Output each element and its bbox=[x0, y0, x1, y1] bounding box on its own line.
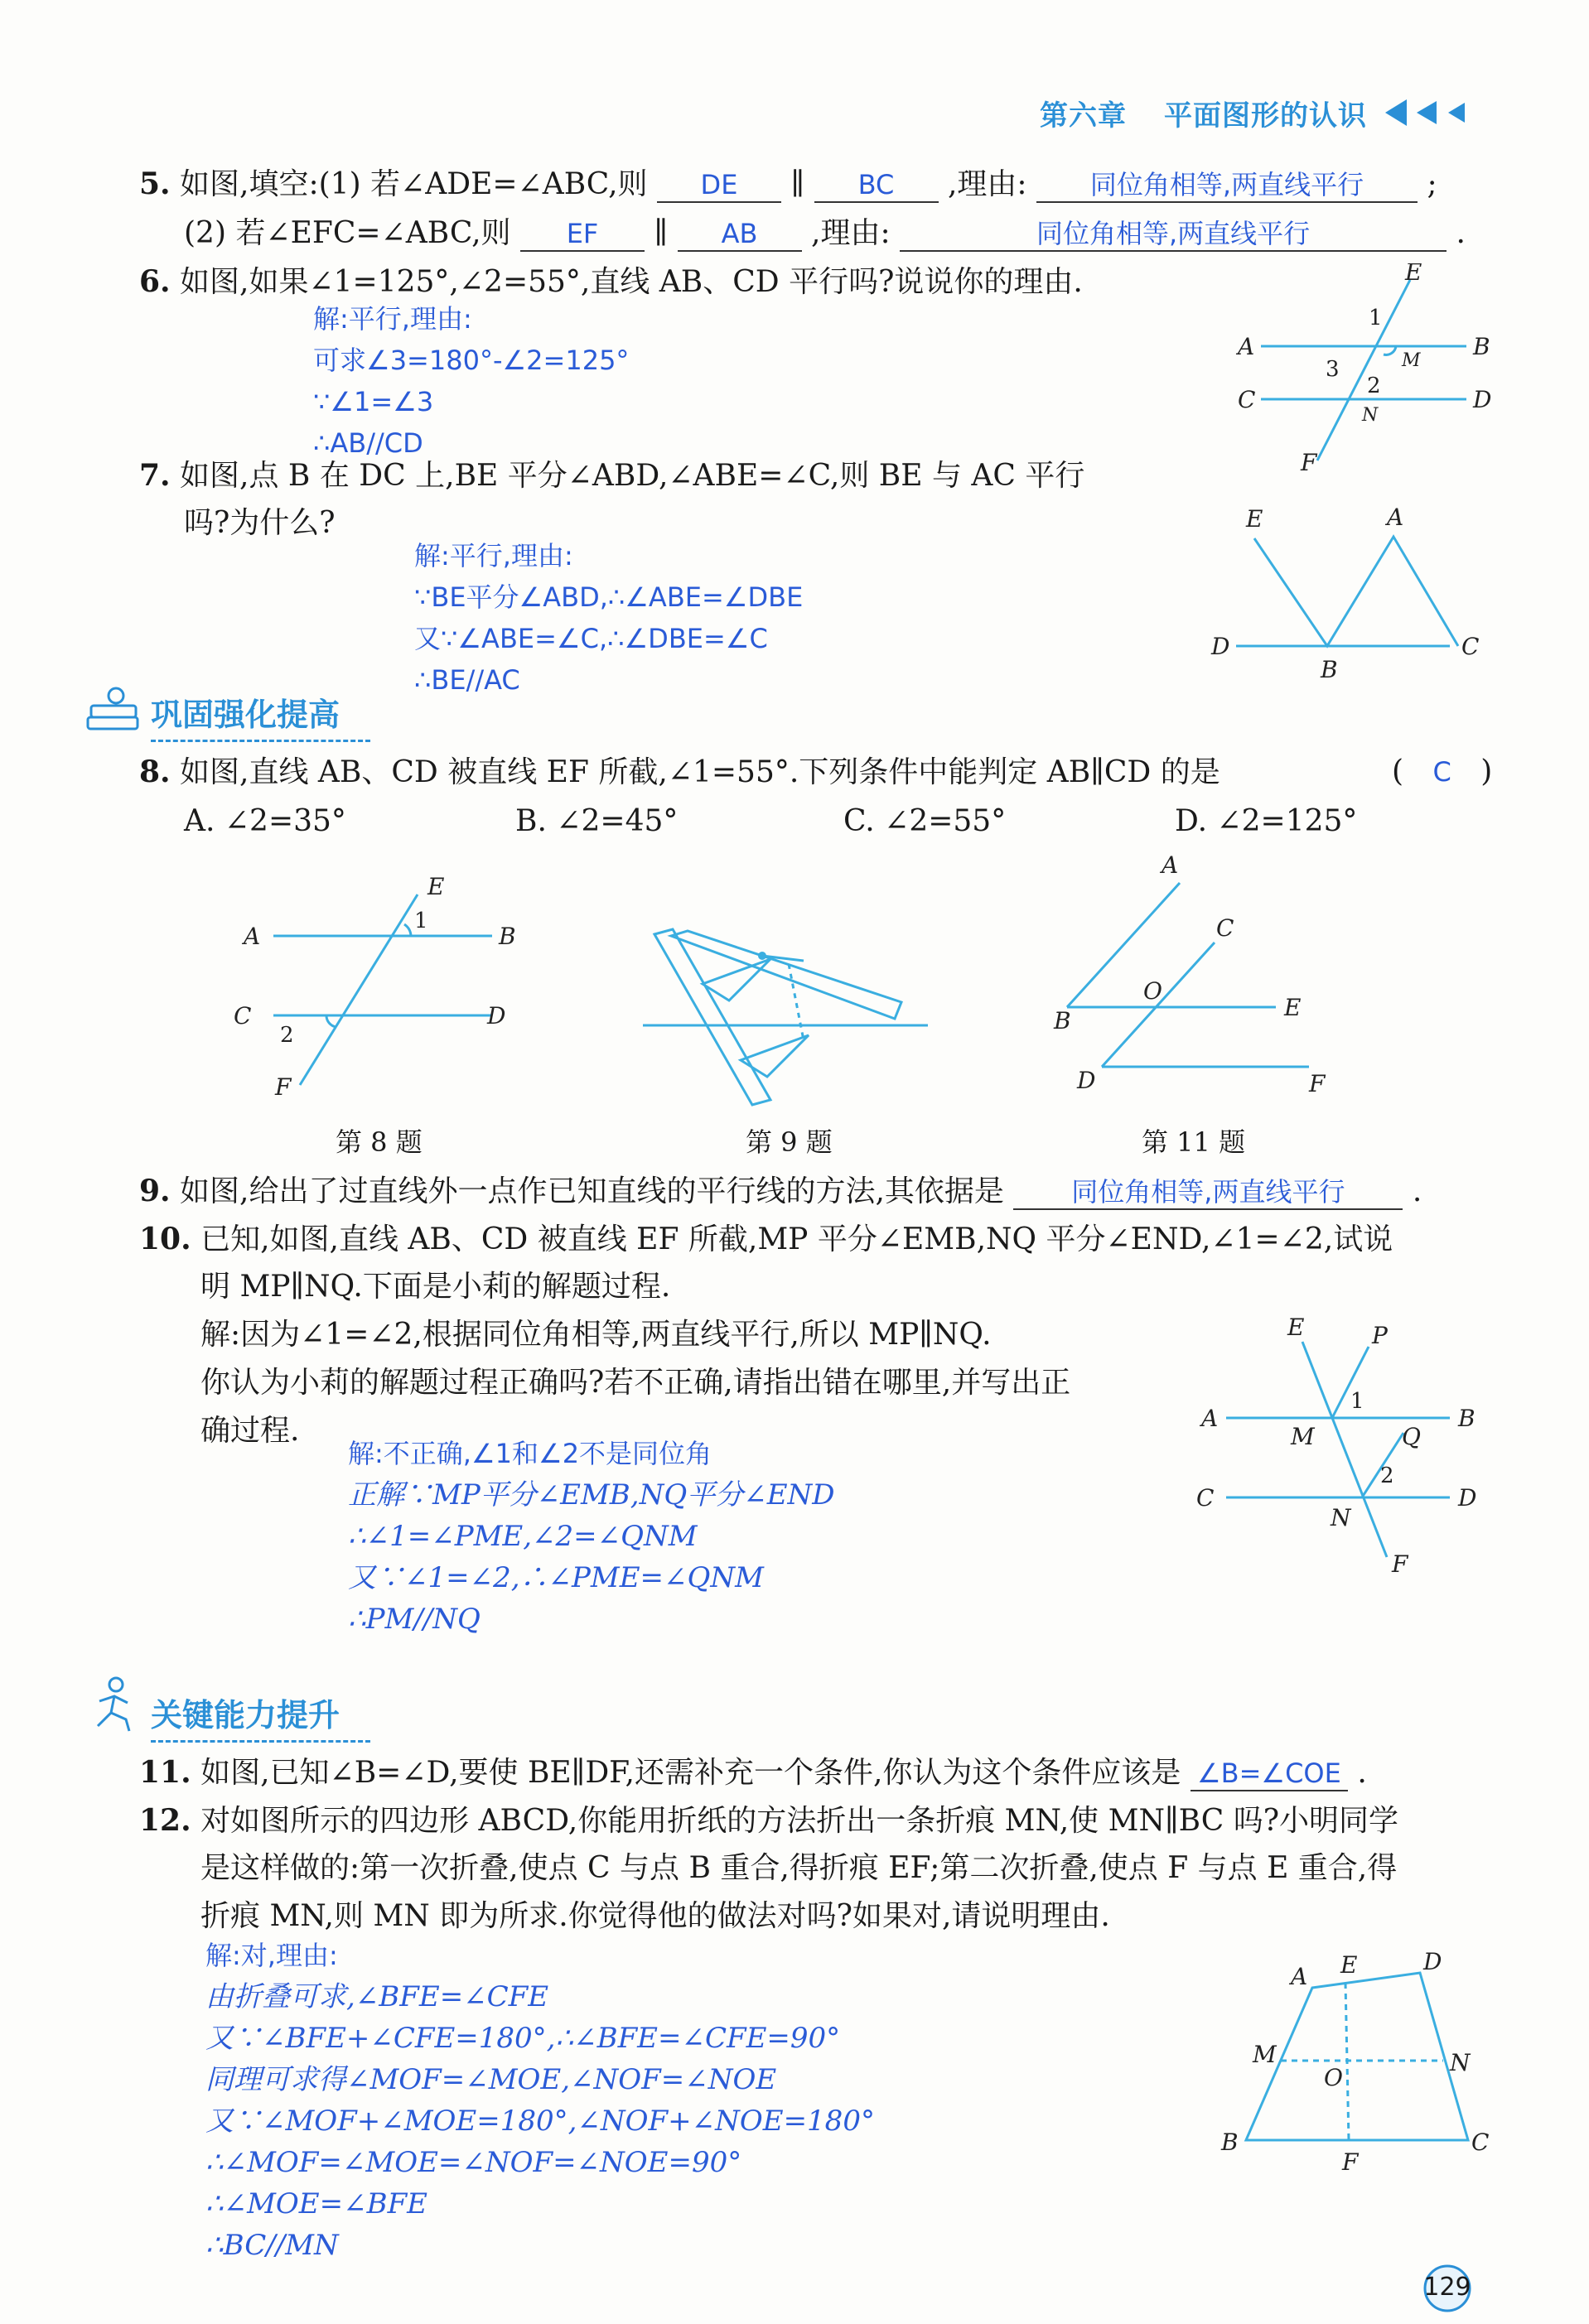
q5-blank-2: BC bbox=[814, 168, 939, 203]
q10-answer-line: 解:不正确,∠1和∠2不是同位角 bbox=[348, 1438, 712, 1469]
q9-end: . bbox=[1412, 1174, 1422, 1208]
q6-label-d: D bbox=[1473, 386, 1492, 413]
q10-number: 10. bbox=[139, 1222, 191, 1256]
q12-answer-line: 由折叠可求,∠BFE=∠CFE bbox=[205, 1980, 549, 2013]
fig8-label-1: 1 bbox=[414, 909, 428, 933]
q5-blank-4: EF bbox=[520, 217, 645, 252]
fig9-triangle-bottom bbox=[741, 1035, 809, 1077]
q10-figure bbox=[1185, 1309, 1500, 1582]
q12-answer-line: 又∵∠BFE+∠CFE=180°,∴∠BFE=∠CFE=90° bbox=[205, 2022, 841, 2055]
q12-label-a: A bbox=[1291, 1963, 1308, 1990]
q6-answer-line: 可求∠3=180°-∠2=125° bbox=[313, 345, 630, 376]
q5-end-2: . bbox=[1456, 216, 1466, 250]
section2-title: 关键能力提升 bbox=[151, 1690, 370, 1743]
q5-reason-label-2: ,理由: bbox=[811, 216, 891, 250]
q7-line1 bbox=[139, 452, 1084, 499]
q6-label-2: 2 bbox=[1367, 374, 1381, 398]
q12-answer-line: 同理可求得∠MOF=∠MOE,∠NOF=∠NOE bbox=[205, 2063, 777, 2096]
fig8-caption: 第 8 题 bbox=[336, 1126, 423, 1158]
q12-label-n: N bbox=[1450, 2049, 1471, 2076]
q6-label-e: E bbox=[1405, 263, 1422, 286]
fig9-triangle-top bbox=[703, 959, 770, 1000]
q5-line2-text: (2) 若∠EFC=∠ABC,则 bbox=[184, 216, 511, 250]
q12-label-o: O bbox=[1324, 2064, 1343, 2091]
fig9-caption: 第 9 题 bbox=[746, 1126, 833, 1158]
q6-label-m: M bbox=[1402, 350, 1421, 371]
q6-label-3: 3 bbox=[1326, 357, 1340, 382]
fig8-line-ef bbox=[300, 894, 418, 1085]
q7-text1: 如图,点 B 在 DC 上,BE 平分∠ABD,∠ABE=∠C,则 BE 与 AC 平行 bbox=[180, 459, 1085, 493]
q6-label-f: F bbox=[1301, 449, 1317, 476]
fig9-ruler-top bbox=[671, 931, 901, 1019]
q7-label-e: E bbox=[1246, 505, 1263, 533]
fig11-line-ab bbox=[1067, 883, 1180, 1007]
q7-number: 7. bbox=[139, 458, 171, 493]
header-arrows-icon bbox=[1382, 96, 1481, 129]
q7-label-d: D bbox=[1211, 633, 1230, 660]
q10-text4: 你认为小莉的解题过程正确吗?若不正确,请指出错在哪里,并写出正 bbox=[200, 1366, 1071, 1400]
q5-blank-6: 同位角相等,两直线平行 bbox=[900, 217, 1447, 252]
q9-blank: 同位角相等,两直线平行 bbox=[1013, 1175, 1403, 1210]
fig11-label-f: F bbox=[1309, 1070, 1326, 1097]
section2-runner-icon bbox=[83, 1675, 144, 1733]
q6-label-a: A bbox=[1238, 333, 1255, 360]
q5-line2 bbox=[184, 210, 1466, 257]
q10-label-f: F bbox=[1392, 1550, 1408, 1578]
q6-figure bbox=[1226, 263, 1500, 479]
q10-answer bbox=[348, 1433, 835, 1640]
q7-answer-line: ∴BE//AC bbox=[414, 664, 520, 696]
q8-answer: C bbox=[1432, 756, 1451, 788]
q10-label-m: M bbox=[1291, 1423, 1315, 1450]
q6-label-n: N bbox=[1362, 405, 1379, 426]
q10-label-n: N bbox=[1331, 1504, 1351, 1531]
q10-text2: 明 MP∥NQ.下面是小莉的解题过程. bbox=[200, 1270, 671, 1304]
q6-answer-line: 解:平行,理由: bbox=[313, 303, 472, 335]
q10-text5: 确过程. bbox=[200, 1414, 300, 1448]
q10-text3: 解:因为∠1=∠2,根据同位角相等,两直线平行,所以 MP∥NQ. bbox=[200, 1318, 992, 1352]
section1-books-icon bbox=[83, 684, 144, 734]
q6-answer-line: ∵∠1=∠3 bbox=[313, 386, 434, 417]
q10-label-1: 1 bbox=[1350, 1389, 1364, 1414]
q12-answer-line: ∴∠MOF=∠MOE=∠NOF=∠NOE=90° bbox=[205, 2146, 742, 2179]
fig8-label-e: E bbox=[427, 873, 445, 900]
fig11-label-c: C bbox=[1216, 914, 1234, 942]
chapter-title: 平面图形的认识 bbox=[1164, 99, 1367, 133]
q10-label-d: D bbox=[1458, 1484, 1477, 1512]
q12-figure bbox=[1210, 1938, 1508, 2178]
q6-label-b: B bbox=[1473, 333, 1490, 360]
q12-label-c: C bbox=[1471, 2129, 1490, 2156]
fig11-line-cd bbox=[1102, 943, 1215, 1067]
q5-parallel-2: ∥ bbox=[654, 216, 669, 250]
q10-answer-line: 又∵∠1=∠2,∴∠PME=∠QNM bbox=[348, 1561, 764, 1594]
q6-answer-line: ∴AB//CD bbox=[313, 427, 423, 459]
q7-answer-line: 又∵∠ABE=∠C,∴∠DBE=∠C bbox=[414, 623, 768, 654]
q9-question bbox=[139, 1168, 1422, 1215]
q8-option-d: D. ∠2=125° bbox=[1175, 804, 1358, 838]
fig11-label-d: D bbox=[1077, 1067, 1096, 1094]
q10-label-e: E bbox=[1287, 1314, 1305, 1341]
q7-answer-line: ∵BE平分∠ABD,∴∠ABE=∠DBE bbox=[414, 581, 804, 613]
fig8-label-f: F bbox=[275, 1073, 292, 1101]
q11-question bbox=[139, 1749, 1367, 1796]
fig11-label-a: A bbox=[1162, 853, 1179, 879]
q10-answer-line: ∴∠1=∠PME,∠2=∠QNM bbox=[348, 1520, 698, 1553]
chapter-label: 第六章 bbox=[1040, 99, 1127, 133]
page-number: 129 bbox=[1423, 2273, 1471, 2302]
q12-quadrilateral bbox=[1246, 1973, 1468, 2140]
q12-line1 bbox=[139, 1797, 1398, 1844]
q12-label-m: M bbox=[1253, 2041, 1277, 2068]
q12-text3: 折痕 MN,则 MN 即为所求.你觉得他的做法对吗?如果对,请说明理由. bbox=[200, 1899, 1110, 1933]
q8-paren-left: ( bbox=[1392, 755, 1404, 788]
q6-answer bbox=[313, 298, 629, 464]
q10-label-a: A bbox=[1201, 1405, 1219, 1432]
fig8-label-b: B bbox=[499, 923, 516, 950]
q10-label-2: 2 bbox=[1380, 1463, 1394, 1488]
q6-number: 6. bbox=[139, 264, 171, 299]
q9-text: 如图,给出了过直线外一点作已知直线的平行线的方法,其依据是 bbox=[180, 1174, 1004, 1208]
q12-label-b: B bbox=[1221, 2129, 1239, 2156]
q8-number: 8. bbox=[139, 755, 171, 789]
q5-line1 bbox=[139, 161, 1437, 208]
q12-answer bbox=[205, 1935, 875, 2266]
q7-answer-line: 解:平行,理由: bbox=[414, 540, 573, 571]
q12-answer-line: 又∵∠MOF+∠MOE=180°,∠NOF+∠NOE=180° bbox=[205, 2105, 875, 2138]
q8-paren-right: ) bbox=[1480, 755, 1493, 788]
q11-end: . bbox=[1357, 1756, 1367, 1790]
q7-label-b: B bbox=[1321, 656, 1338, 683]
fig9-point bbox=[758, 952, 766, 960]
q5-end-1: ; bbox=[1427, 167, 1437, 201]
fig8-label-2: 2 bbox=[280, 1023, 294, 1048]
q10-answer-line: 正解∵MP平分∠EMB,NQ平分∠END bbox=[348, 1478, 835, 1512]
q10-text1: 已知,如图,直线 AB、CD 被直线 EF 所截,MP 平分∠EMB,NQ 平分∠END,∠1=∠2,试说 bbox=[200, 1222, 1393, 1256]
q7-figure bbox=[1201, 497, 1491, 696]
q7-lines-be-ba-ac bbox=[1254, 537, 1458, 646]
fig11-caption: 第 11 题 bbox=[1142, 1126, 1246, 1158]
q6-text: 如图,如果∠1=125°,∠2=55°,直线 AB、CD 平行吗?说说你的理由. bbox=[180, 265, 1083, 299]
fig9-slide-path bbox=[789, 964, 804, 1040]
q12-label-d: D bbox=[1423, 1948, 1442, 1975]
fig8-angle-2-arc bbox=[326, 1015, 336, 1027]
fig11-label-e: E bbox=[1284, 994, 1302, 1021]
q10-line1 bbox=[139, 1216, 1393, 1263]
q12-label-f: F bbox=[1342, 2148, 1359, 2176]
fig11 bbox=[1044, 853, 1342, 1110]
fig8-angle-1-arc bbox=[404, 924, 411, 936]
q8-question bbox=[139, 749, 1220, 796]
q11-text: 如图,已知∠B=∠D,要使 BE∥DF,还需补充一个条件,你认为这个条件应该是 bbox=[200, 1756, 1181, 1790]
q5-blank-3: 同位角相等,两直线平行 bbox=[1036, 168, 1418, 203]
fig8-label-d: D bbox=[487, 1002, 506, 1029]
section1-title: 巩固强化提高 bbox=[151, 689, 370, 742]
q9-number: 9. bbox=[139, 1174, 171, 1208]
q8-option-b: B. ∠2=45° bbox=[515, 804, 679, 838]
q10-label-q: Q bbox=[1402, 1423, 1421, 1450]
fig11-label-o: O bbox=[1143, 977, 1162, 1005]
q5-blank-5: AB bbox=[678, 217, 802, 252]
q8-option-a: A. ∠2=35° bbox=[184, 804, 346, 838]
q7-label-a: A bbox=[1387, 504, 1404, 531]
q7-text2: 吗?为什么? bbox=[184, 506, 336, 540]
fig8-label-c: C bbox=[234, 1002, 252, 1029]
q11-number: 11. bbox=[139, 1755, 191, 1790]
q12-answer-line: ∴BC//MN bbox=[205, 2229, 339, 2262]
q5-parallel-1: ∥ bbox=[790, 167, 805, 201]
q6-angle-arc bbox=[1384, 346, 1396, 354]
fig9-ruler-triangle-drawing bbox=[638, 919, 936, 1110]
q12-text2: 是这样做的:第一次折叠,使点 C 与点 B 重合,得折痕 EF;第二次折叠,使点 F 与点 E 重合,得 bbox=[200, 1851, 1398, 1885]
q5-blank-1: DE bbox=[657, 168, 781, 203]
fig11-label-b: B bbox=[1054, 1007, 1071, 1034]
q12-number: 12. bbox=[139, 1803, 191, 1838]
q5-reason-label-1: ,理由: bbox=[947, 167, 1027, 201]
q10-label-p: P bbox=[1372, 1322, 1388, 1349]
q8-text: 如图,直线 AB、CD 被直线 EF 所截,∠1=55°.下列条件中能判定 AB∥CD 的是 bbox=[180, 755, 1220, 789]
q12-text1: 对如图所示的四边形 ABCD,你能用折纸的方法折出一条折痕 MN,使 MN∥BC 吗?小明同学 bbox=[200, 1804, 1399, 1838]
q5-line1-text: 如图,填空:(1) 若∠ADE=∠ABC,则 bbox=[180, 167, 648, 201]
q10-label-b: B bbox=[1458, 1405, 1476, 1432]
fig9-ruler bbox=[654, 929, 770, 1105]
q5-number: 5. bbox=[139, 166, 171, 201]
q8-option-c: C. ∠2=55° bbox=[843, 804, 1007, 838]
q12-answer-line: ∴∠MOE=∠BFE bbox=[205, 2187, 427, 2220]
q7-label-c: C bbox=[1461, 633, 1480, 660]
q11-blank: ∠B=∠COE bbox=[1191, 1757, 1348, 1791]
q10-label-c: C bbox=[1196, 1484, 1215, 1512]
q6-label-1: 1 bbox=[1369, 306, 1383, 330]
fig8-label-a: A bbox=[244, 923, 261, 950]
q8-answer-bracket bbox=[1392, 749, 1492, 795]
q12-answer-line: 解:对,理由: bbox=[205, 1940, 338, 1971]
q12-label-e: E bbox=[1340, 1951, 1358, 1979]
q10-answer-line: ∴PM//NQ bbox=[348, 1603, 481, 1636]
q7-answer bbox=[414, 535, 803, 701]
q6-label-c: C bbox=[1238, 386, 1256, 413]
fig8 bbox=[224, 861, 539, 1110]
